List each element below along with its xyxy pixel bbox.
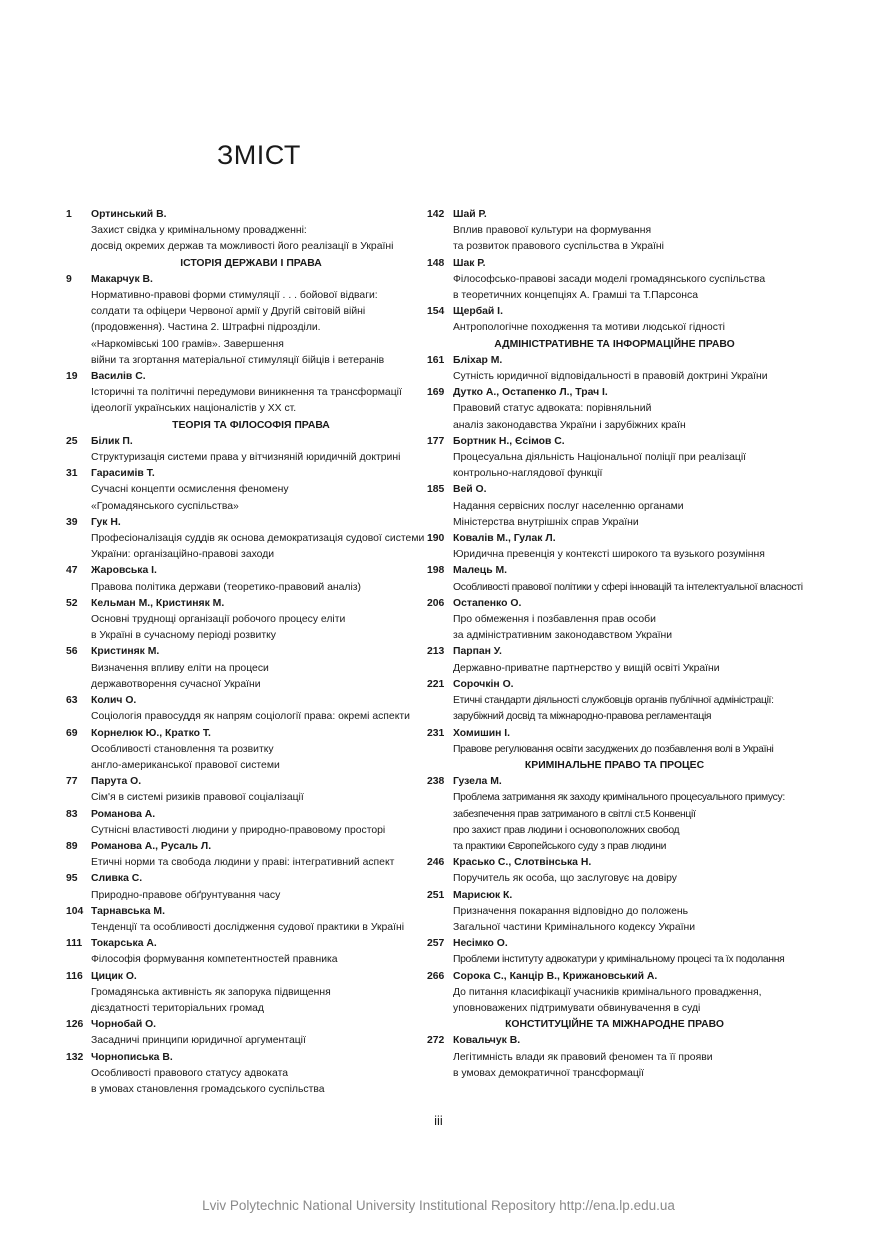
toc-page-number: 161 xyxy=(427,354,445,366)
toc-article-title-line: Особливості правової політики у сфері інновацій та інтелектуальної власності xyxy=(453,581,803,593)
toc-entry xyxy=(427,644,777,676)
toc-article-title-line: Про обмеження і позбавлення прав особи xyxy=(453,614,656,626)
toc-author: Вей О. xyxy=(453,484,487,496)
toc-author: Бортник Н., Єсімов С. xyxy=(453,435,565,447)
section-heading: ТЕОРІЯ ТА ФІЛОСОФІЯ ПРАВА xyxy=(172,419,330,431)
toc-page-number: 39 xyxy=(66,516,78,528)
toc-author: Красько С., Слотвінська Н. xyxy=(453,857,592,869)
toc-entry xyxy=(66,1050,411,1099)
toc-author: Корнелюк Ю., Кратко Т. xyxy=(91,727,211,739)
toc-author: Ковалів М., Гулак Л. xyxy=(453,533,556,545)
toc-page-number: 95 xyxy=(66,873,78,885)
toc-author: Тарнавська М. xyxy=(91,905,165,917)
toc-page-number: 132 xyxy=(66,1051,84,1063)
toc-entry xyxy=(427,482,777,531)
toc-article-title-line: Етичні норми та свобода людини у праві: інтегративний аспект xyxy=(91,857,395,869)
toc-page-number: 246 xyxy=(427,857,445,869)
toc-entry xyxy=(66,936,411,968)
toc-article-title-line: Філософсько-правові засади моделі громадянського суспільства xyxy=(453,273,766,285)
toc-author: Сорочкін О. xyxy=(453,678,514,690)
toc-article-title-line: за адміністративним законодавством України xyxy=(453,630,673,642)
toc-author: Шай Р. xyxy=(453,209,487,220)
toc-page-number: 25 xyxy=(66,435,78,447)
toc-page-number: 257 xyxy=(427,938,445,950)
toc-article-title-line: аналіз законодавства України і зарубіжних країн xyxy=(453,419,686,431)
toc-entry xyxy=(66,596,411,645)
section-heading: КРИМІНАЛЬНЕ ПРАВО ТА ПРОЦЕС xyxy=(524,759,705,771)
toc-page-number: 251 xyxy=(427,889,445,901)
toc-article-title-line: Сутність юридичної відповідальності в правовій доктрині України xyxy=(453,371,768,383)
toc-entry xyxy=(66,272,411,369)
toc-author: Шак Р. xyxy=(453,257,486,269)
toc-article-title-line: Сім'я в системі ризиків правової соціалізації xyxy=(91,792,304,804)
toc-article-title-line: про захист прав людини і основоположних свобод xyxy=(453,824,680,836)
toc-entry xyxy=(66,807,411,839)
toc-article-title-line: Захист свідка у кримінальному провадженні: xyxy=(91,225,307,237)
toc-article-title-line: ідеології українських націоналістів у ХХ ст. xyxy=(91,403,297,415)
toc-article-title-line: Особливості правового статусу адвоката xyxy=(91,1067,289,1079)
toc-article-title-line: дієздатності територіальних громад xyxy=(91,1002,264,1014)
toc-author: Сорока С., Канцір В., Крижановський А. xyxy=(453,970,658,982)
toc-entry xyxy=(66,207,411,256)
toc-article-title-line: Правове регулювання освіти засуджених до позбавлення волі в Україні xyxy=(453,743,774,755)
toc-entry xyxy=(427,563,803,595)
toc-article-title-line: контрольно-наглядової функції xyxy=(453,468,603,480)
toc-page-number: 31 xyxy=(66,468,78,480)
toc-page-number: 142 xyxy=(427,209,445,220)
toc-author: Чорнописька В. xyxy=(91,1051,173,1063)
toc-page-number: 1 xyxy=(66,209,72,220)
toc-page-number: 9 xyxy=(66,273,72,285)
toc-article-title-line: Призначення покарання відповідно до положень xyxy=(453,905,689,917)
section-heading: КОНСТИТУЦІЙНЕ ТА МІЖНАРОДНЕ ПРАВО xyxy=(505,1019,724,1031)
toc-entry xyxy=(66,644,411,693)
toc-author: Ортинський В. xyxy=(91,209,167,220)
toc-page-number: 272 xyxy=(427,1035,445,1047)
toc-article-title-line: в теоретичних концепціях А. Грамші та Т.Парсонса xyxy=(453,290,699,302)
toc-entry xyxy=(66,563,411,595)
toc-author: Марисюк К. xyxy=(453,889,513,901)
toc-page-number: 266 xyxy=(427,970,445,982)
toc-author: Парпан У. xyxy=(453,646,502,658)
toc-author: Жаровська І. xyxy=(91,565,157,577)
toc-article-title-line: Особливості становлення та розвитку xyxy=(91,743,274,755)
toc-entry xyxy=(427,855,777,887)
toc-article-title-line: та практики Європейського суду з прав людини xyxy=(453,840,667,852)
toc-article-title-line: Тенденції та особливості дослідження судової практики в Україні xyxy=(91,921,405,933)
toc-page-number: 56 xyxy=(66,646,78,658)
toc-author: Макарчук В. xyxy=(91,273,153,285)
toc-entry xyxy=(66,1017,411,1049)
toc-entry xyxy=(427,726,777,758)
toc-entry xyxy=(66,369,411,418)
toc-entry xyxy=(427,353,777,385)
toc-author: Чорнобай О. xyxy=(91,1019,157,1031)
toc-article-title-line: Природно-правове обґрунтування часу xyxy=(91,889,281,901)
toc-entry xyxy=(427,774,785,855)
toc-entry xyxy=(427,936,785,968)
toc-entry xyxy=(66,726,411,775)
toc-article-title-line: солдати та офіцери Червоної армії у Другій світовій війні xyxy=(91,306,366,318)
toc-article-title-line: досвід окремих держав та можливості його реалізації в Україні xyxy=(91,241,394,253)
toc-page-number: 52 xyxy=(66,597,78,609)
toc-author: Василів С. xyxy=(91,371,146,383)
toc-article-title-line: зарубіжний досвід та міжнародно-правова регламентація xyxy=(453,711,712,723)
toc-page-number: 177 xyxy=(427,435,445,447)
toc-page-number: 238 xyxy=(427,776,445,788)
toc-article-title-line: Засадничі принципи юридичної аргументації xyxy=(91,1035,306,1047)
toc-article-title-line: уповноважених підтримувати обвинувачення в суді xyxy=(453,1002,701,1014)
toc-page-number: 104 xyxy=(66,905,84,917)
toc-column-left xyxy=(66,207,425,1098)
toc-article-title-line: Сутнісні властивості людини у природно-правовому просторі xyxy=(91,824,386,836)
toc-page-number: 221 xyxy=(427,678,445,690)
toc-page-number: 89 xyxy=(66,840,78,852)
toc-article-title-line: Загальної частини Кримінального кодексу України xyxy=(453,921,696,933)
toc-entry xyxy=(66,434,411,466)
toc-entry xyxy=(66,904,411,936)
toc-author: Білик П. xyxy=(91,435,133,447)
toc-article-title-line: Надання сервісних послуг населенню органами xyxy=(453,500,684,512)
toc-article-title-line: Правова політика держави (теоретико-правовий аналіз) xyxy=(91,581,361,593)
toc-entry xyxy=(66,693,411,725)
toc-article-title-line: забезпечення прав затриманого в світлі ст.5 Конвенції xyxy=(453,808,696,820)
toc-article-title-line: Нормативно-правові форми стимуляції . . . бойової відваги: xyxy=(91,290,378,302)
toc-page-number: 111 xyxy=(66,938,83,950)
toc-entry xyxy=(427,596,777,645)
toc-page-number: 198 xyxy=(427,565,445,577)
toc-entry xyxy=(427,531,777,563)
toc-page-number: 148 xyxy=(427,257,445,269)
toc-article-title-line: Вплив правової культури на формування xyxy=(453,225,652,237)
toc-author: Хомишин І. xyxy=(453,727,511,739)
toc-article-title-line: Проблеми інституту адвокатури у кримінальному процесі та їх подолання xyxy=(453,954,785,966)
toc-entry xyxy=(427,256,777,305)
toc-column-right xyxy=(427,207,803,1082)
toc-article-title-line: Громадянська активність як запорука підвищення xyxy=(91,986,331,998)
toc-entry xyxy=(66,969,411,1018)
toc-author: Кристиняк М. xyxy=(91,646,160,658)
toc-article-title-line: Визначення впливу еліти на процеси xyxy=(91,662,269,674)
toc-author: Остапенко О. xyxy=(453,597,522,609)
toc-article-title-line: в Україні в сучасному періоді розвитку xyxy=(91,630,276,642)
toc-page-number: 63 xyxy=(66,695,78,707)
toc-page-number: 47 xyxy=(66,565,78,577)
toc-author: Сливка С. xyxy=(91,873,143,885)
toc-article-title-line: Антропологічне походження та мотиви людської гідності xyxy=(453,322,725,334)
toc-entry xyxy=(66,871,411,903)
toc-entry xyxy=(427,385,777,434)
toc-author: Ковальчук В. xyxy=(453,1035,521,1047)
toc-article-title-line: та розвиток правового суспільства в Україні xyxy=(453,241,664,253)
section-heading: ІСТОРІЯ ДЕРЖАВИ І ПРАВА xyxy=(180,257,322,269)
toc-page-number: 169 xyxy=(427,387,445,399)
toc-article-title-line: Філософія формування компетентностей правника xyxy=(91,954,338,966)
toc-entry xyxy=(66,774,411,806)
toc-article-title-line: Структуризація системи права у вітчизняній юридичній доктрині xyxy=(91,452,401,464)
toc-page-number: 206 xyxy=(427,597,445,609)
toc-author: Бліхар М. xyxy=(453,354,503,366)
toc-entry xyxy=(427,207,777,256)
toc-entry xyxy=(66,466,411,515)
toc-article-title-line: Легітимність влади як правовий феномен та її прояви xyxy=(453,1051,713,1063)
toc-article-title-line: Проблема затримання як заходу кримінального процесуального примусу: xyxy=(453,792,785,804)
toc-author: Цицик О. xyxy=(91,970,137,982)
toc-entry xyxy=(427,888,777,937)
toc-page-number: 19 xyxy=(66,371,78,383)
page-number: iii xyxy=(434,1113,443,1128)
toc-author: Дутко А., Остапенко Л., Трач І. xyxy=(453,387,608,399)
toc-article-title-line: в умовах становлення громадського суспільства xyxy=(91,1083,325,1095)
toc-author: Кельман М., Кристиняк М. xyxy=(91,597,225,609)
section-heading: АДМІНІСТРАТИВНЕ ТА ІНФОРМАЦІЙНЕ ПРАВО xyxy=(494,338,735,350)
toc-author: Гук Н. xyxy=(91,516,121,528)
toc-article-title-line: Державно-приватне партнерство у вищій освіті України xyxy=(453,662,720,674)
toc-page-number: 190 xyxy=(427,533,445,545)
toc-author: Щербай І. xyxy=(453,306,503,318)
toc-entry xyxy=(66,515,425,564)
toc-article-title-line: Історичні та політичні передумови виникнення та трансформації xyxy=(91,387,402,399)
toc-author: Романова А. xyxy=(91,808,156,820)
toc-article-title-line: Соціологія правосуддя як напрям соціології права: окремі аспекти xyxy=(91,711,410,723)
toc-entry xyxy=(427,677,777,726)
toc-author: Малець М. xyxy=(453,565,508,577)
toc-article-title-line: війни та згортання матеріальної стимуляції бійців і ветеранів xyxy=(91,354,385,366)
toc-article-title-line: Поручитель як особа, що заслуговує на довіру xyxy=(453,873,677,885)
repository-footer: Lviv Polytechnic National University Institutional Repository http://ena.lp.edu.ua xyxy=(202,1198,675,1213)
toc-article-title-line: Професіоналізація суддів як основа демократизація судової системи xyxy=(91,533,425,545)
toc-article-title-line: Основні труднощі організації робочого процесу еліти xyxy=(91,614,346,626)
toc-author: Гарасимів Т. xyxy=(91,468,155,480)
toc-entry xyxy=(427,1033,777,1082)
toc-author: Романова А., Русаль Л. xyxy=(91,840,212,852)
toc-page-number: 116 xyxy=(66,970,83,982)
toc-article-title-line: «Громадянського суспільства» xyxy=(91,500,239,512)
toc-article-title-line: (продовження). Частина 2. Штрафні підрозділи. xyxy=(91,322,321,334)
toc-page-number: 213 xyxy=(427,646,445,658)
toc-author: Токарська А. xyxy=(91,938,157,950)
toc-article-title-line: Етичні стандарти діяльності службовців органів публічної адміністрації: xyxy=(453,695,774,707)
toc-article-title-line: в умовах демократичної трансформації xyxy=(453,1067,645,1079)
toc-author: Парута О. xyxy=(91,776,142,788)
toc-entry xyxy=(427,304,777,336)
toc-author: Несімко О. xyxy=(453,938,508,950)
toc-author: Колич О. xyxy=(91,695,137,707)
toc-article-title-line: Міністерства внутрішніх справ України xyxy=(453,516,639,528)
toc-page-number: 77 xyxy=(66,776,78,788)
toc-article-title-line: «Наркомівські 100 грамів». Завершення xyxy=(91,338,284,350)
toc-article-title-line: До питання класифікації учасників кримінального провадження, xyxy=(453,986,762,998)
toc-article-title-line: англо-американської правової системи xyxy=(91,759,280,771)
toc-article-title-line: Правовий статус адвоката: порівняльний xyxy=(453,403,652,415)
toc-entry xyxy=(427,434,777,483)
toc-page-number: 126 xyxy=(66,1019,84,1031)
toc-article-title-line: Юридична превенція у контексті широкого та вузького розуміння xyxy=(453,549,765,561)
toc-page-number: 154 xyxy=(427,306,445,318)
toc-entry xyxy=(427,969,777,1018)
toc-page-number: 185 xyxy=(427,484,445,496)
toc-article-title-line: Процесуальна діяльність Національної поліції при реалізації xyxy=(453,452,747,464)
toc-entry xyxy=(66,839,411,871)
toc-article-title-line: України: організаційно-правові заходи xyxy=(91,549,275,561)
toc-article-title-line: державотворення сучасної України xyxy=(91,678,261,690)
toc-page-number: 231 xyxy=(427,727,445,739)
toc-author: Гузела М. xyxy=(453,776,502,788)
toc-page-number: 69 xyxy=(66,727,78,739)
toc-article-title-line: Сучасні концепти осмислення феномену xyxy=(91,484,289,496)
page-title: ЗМІСТ xyxy=(217,140,301,170)
toc-page-number: 83 xyxy=(66,808,78,820)
